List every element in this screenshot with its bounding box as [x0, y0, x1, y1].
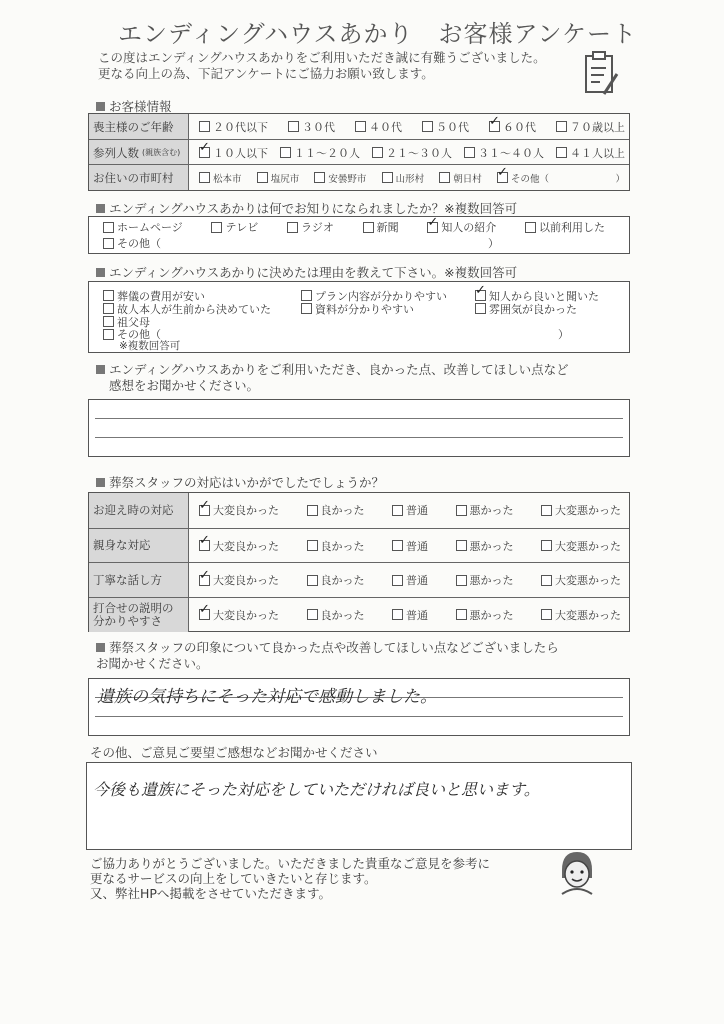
- option-2-0[interactable]: [199, 171, 242, 185]
- checkbox[interactable]: [556, 121, 567, 132]
- row-header-text: [93, 602, 174, 628]
- option-label: 大変良かった: [213, 504, 279, 518]
- option-label: ４１人以上: [570, 146, 625, 160]
- option-label: 山形村: [395, 173, 425, 185]
- option-label: ３１～４０人: [478, 146, 544, 160]
- option-label: プラン内容が分かりやすい: [315, 289, 447, 303]
- checkbox[interactable]: [103, 238, 114, 249]
- option-label: １１～２０人: [294, 146, 360, 160]
- footer-line-1: ご協力ありがとうございました。いただきました貴重なご意見を参考に: [90, 856, 491, 871]
- option-label: 以前利用した: [539, 221, 605, 234]
- checkbox[interactable]: [456, 540, 467, 551]
- close-paren: ）: [558, 328, 569, 341]
- option-2-3[interactable]: [382, 171, 425, 185]
- answer-line: [95, 716, 623, 717]
- staff-impression-heading: 葬祭スタッフの印象について良かった点や改善してほしい点などございましたら お聞かせください。: [96, 640, 559, 671]
- reason-option-wrap: [475, 299, 577, 318]
- reason-option-4[interactable]: [301, 301, 414, 317]
- rating-option-2[interactable]: [392, 502, 428, 518]
- row-header: [89, 165, 189, 190]
- option-2-1[interactable]: [257, 171, 300, 185]
- staff-rating-row: [89, 528, 629, 564]
- checkbox[interactable]: [541, 575, 552, 586]
- how-known-option-1[interactable]: [211, 219, 258, 235]
- option-label: その他（: [117, 237, 161, 250]
- rating-option-3[interactable]: [456, 538, 514, 554]
- footer-text: [90, 856, 490, 901]
- checkbox[interactable]: [392, 575, 403, 586]
- checkbox[interactable]: [314, 172, 325, 183]
- footer-line-3: 又、弊社HPへ掲載をさせていただきます。: [90, 886, 331, 901]
- option-label: 普通: [406, 574, 428, 588]
- option-0-5[interactable]: [556, 119, 625, 135]
- checkbox[interactable]: [307, 575, 318, 586]
- option-1-2[interactable]: [372, 145, 452, 161]
- checkbox[interactable]: [475, 303, 486, 314]
- options: [199, 140, 625, 165]
- option-label: 塩尻市: [270, 173, 300, 185]
- how-known-heading: エンディングハウスあかりは何でお知りになられましたか？※複数回答可: [96, 199, 517, 217]
- customer-info-row: [89, 164, 629, 190]
- checkbox[interactable]: [301, 303, 312, 314]
- row-header-text: [93, 504, 174, 517]
- checkbox[interactable]: [497, 172, 508, 183]
- rating-options: [199, 529, 621, 564]
- rating-option-4[interactable]: [541, 502, 621, 518]
- staff-heading: 葬祭スタッフの対応はいかがでしたでしょうか？: [96, 473, 384, 491]
- checkbox[interactable]: [372, 147, 383, 158]
- reason-option-5[interactable]: [475, 301, 577, 317]
- checkbox[interactable]: [427, 222, 438, 233]
- other-answer: 今後も遺族にそった対応をしていただければ良いと思います。: [93, 780, 540, 799]
- answer-line: [95, 418, 623, 419]
- checkbox[interactable]: [199, 121, 210, 132]
- option-label: 大変悪かった: [555, 539, 621, 553]
- option-label: ３０代: [302, 120, 335, 134]
- checkbox[interactable]: [307, 609, 318, 620]
- option-label: 安曇野市: [328, 173, 367, 185]
- intro-line-2: 更なる向上の為、下記アンケートにご協力お願い致します。: [98, 66, 434, 81]
- option-label: 大変悪かった: [555, 574, 621, 588]
- option-label: 新聞: [376, 221, 399, 234]
- option-label: 良かった: [320, 539, 365, 553]
- checkbox[interactable]: [456, 609, 467, 620]
- customer-info-row: [89, 114, 629, 139]
- option-label: 良かった: [320, 608, 365, 622]
- option-label: 朝日村: [453, 173, 482, 185]
- option-label: 良かった: [320, 504, 365, 518]
- checkbox[interactable]: [392, 505, 403, 516]
- checkbox[interactable]: [307, 505, 318, 516]
- option-label: 知人の紹介: [441, 221, 497, 234]
- clipboard-pencil-icon: [580, 50, 620, 100]
- options: [199, 165, 625, 190]
- checkbox[interactable]: [392, 540, 403, 551]
- option-label: 普通: [406, 608, 428, 622]
- option-label: 雰囲気が良かった: [489, 302, 577, 316]
- option-1-0[interactable]: [199, 145, 268, 161]
- reason-box: [88, 281, 630, 353]
- checkbox[interactable]: [363, 222, 374, 233]
- option-label: 大変悪かった: [555, 504, 621, 518]
- rating-option-1[interactable]: [307, 502, 365, 518]
- option-0-4[interactable]: [489, 119, 536, 135]
- option-label: １０人以下: [213, 146, 268, 160]
- option-label: 祖父母: [117, 315, 150, 329]
- reason-heading: エンディングハウスあかりに決めたは理由を教えて下さい。※複数回答可: [96, 263, 517, 281]
- option-label: 大変良かった: [213, 608, 279, 622]
- row-header: [89, 529, 189, 564]
- option-label: 松本市: [213, 173, 242, 185]
- option-label: その他（: [117, 328, 161, 341]
- option-0-1[interactable]: [288, 119, 335, 135]
- option-label: 悪かった: [469, 539, 514, 553]
- row-header-text: [93, 574, 162, 587]
- row-header: [89, 114, 189, 139]
- row-header-label: 打合せの説明の: [93, 600, 174, 615]
- option-label: 資料が分かりやすい: [315, 302, 414, 316]
- footer-line-2: 更なるサービスの向上をしていきたいと存じます。: [90, 871, 377, 886]
- rating-option-0[interactable]: [199, 538, 279, 554]
- customer-info-row: [89, 139, 629, 165]
- rating-option-1[interactable]: [307, 607, 365, 623]
- how-known-row-2: [103, 236, 499, 250]
- row-header-label: 丁寧な話し方: [93, 572, 162, 587]
- rating-option-0[interactable]: [199, 502, 279, 518]
- checkbox[interactable]: [464, 147, 475, 158]
- checkbox[interactable]: [307, 540, 318, 551]
- option-label: 大変良かった: [213, 574, 279, 588]
- option-label: ２０代以下: [213, 120, 268, 134]
- option-label: 大変悪かった: [555, 608, 621, 622]
- rating-options: [199, 563, 621, 598]
- checkbox[interactable]: [456, 505, 467, 516]
- feedback-answer-box[interactable]: [88, 399, 630, 457]
- row-header: [89, 493, 189, 528]
- rating-option-4[interactable]: [541, 538, 621, 554]
- rating-option-3[interactable]: [456, 502, 514, 518]
- option-2-4[interactable]: [439, 171, 482, 185]
- row-header: [89, 563, 189, 598]
- checkbox[interactable]: [489, 121, 500, 132]
- row-header-label: 喪主様のご年齢: [93, 119, 174, 134]
- how-known-row-1: [103, 220, 605, 234]
- rating-option-1[interactable]: [307, 572, 365, 588]
- rating-option-3[interactable]: [456, 572, 514, 588]
- row-header-label: 親身な対応: [93, 538, 151, 553]
- row-header-label: 参列人数: [93, 145, 139, 160]
- feedback-heading: エンディングハウスあかりをご利用いただき、良かった点、改善してほしい点など 感想をお聞かせください。: [96, 362, 569, 394]
- option-label: 悪かった: [469, 574, 514, 588]
- checkbox[interactable]: [257, 172, 268, 183]
- customer-info-heading: お客様情報: [96, 97, 172, 115]
- checkbox[interactable]: [525, 222, 536, 233]
- checkbox[interactable]: [382, 172, 393, 183]
- option-label: 普通: [406, 504, 428, 518]
- rating-option-4[interactable]: [541, 572, 621, 588]
- option-0-0[interactable]: [199, 119, 268, 135]
- staff-rating-row: [89, 562, 629, 598]
- rating-option-2[interactable]: [392, 538, 428, 554]
- how-known-option-5[interactable]: [525, 219, 605, 235]
- checkbox[interactable]: [422, 121, 433, 132]
- how-known-option-3[interactable]: [363, 219, 399, 235]
- rating-option-4[interactable]: [541, 607, 621, 623]
- option-1-4[interactable]: [556, 145, 625, 161]
- option-label: その他（ ）: [510, 173, 625, 185]
- staff-face-icon: [552, 848, 602, 896]
- rating-option-0[interactable]: [199, 572, 279, 588]
- rating-options: [199, 493, 621, 528]
- row-header-sub: (親族含む): [142, 148, 181, 157]
- row-header-label: お迎え時の対応: [93, 502, 174, 517]
- checkbox[interactable]: [439, 172, 450, 183]
- how-known-option-4[interactable]: [427, 219, 496, 235]
- option-label: 良かった: [320, 574, 365, 588]
- how-known-other[interactable]: [103, 235, 161, 251]
- staff-impression-answer: 遺族の気持ちにそった対応で感動しました。: [97, 687, 437, 707]
- row-header-text: [93, 539, 151, 552]
- option-label: ７０歳以上: [570, 120, 625, 134]
- checkbox[interactable]: [355, 121, 366, 132]
- option-label: ５０代: [436, 120, 469, 134]
- staff-impression-answer-box[interactable]: [88, 678, 630, 736]
- option-label: 故人本人が生前から決めていた: [117, 302, 271, 316]
- row-header-label: お住いの市町村: [93, 170, 174, 185]
- option-2-2[interactable]: [314, 171, 366, 185]
- close-paren: ）: [488, 237, 499, 250]
- checkbox[interactable]: [199, 575, 210, 586]
- checkbox[interactable]: [556, 147, 567, 158]
- answer-line: [95, 437, 623, 438]
- checkbox[interactable]: [199, 540, 210, 551]
- rating-option-1[interactable]: [307, 538, 365, 554]
- how-known-box: [88, 216, 630, 254]
- checkbox[interactable]: [199, 505, 210, 516]
- checkbox[interactable]: [199, 609, 210, 620]
- intro-line-1: この度はエンディングハウスあかりをご利用いただき誠に有難うございました。: [98, 50, 546, 65]
- option-label: 悪かった: [469, 504, 514, 518]
- customer-info-table: [88, 113, 630, 191]
- rating-option-2[interactable]: [392, 572, 428, 588]
- option-1-3[interactable]: [464, 145, 544, 161]
- option-label: ホームページ: [117, 221, 183, 234]
- rating-option-3[interactable]: [456, 607, 514, 623]
- option-0-3[interactable]: [422, 119, 469, 135]
- checkbox[interactable]: [541, 505, 552, 516]
- how-known-option-2[interactable]: [287, 219, 334, 235]
- checkbox[interactable]: [211, 222, 222, 233]
- page-title: エンディングハウスあかり お客様アンケート: [118, 20, 637, 48]
- rating-options: [199, 598, 621, 633]
- checkbox[interactable]: [288, 121, 299, 132]
- checkbox[interactable]: [392, 609, 403, 620]
- checkbox[interactable]: [103, 329, 114, 340]
- option-label: ２１～３０人: [386, 146, 452, 160]
- option-label: 大変良かった: [213, 539, 279, 553]
- row-header-label-2: 分かりやすさ: [93, 613, 162, 628]
- reason-note: ※複数回答可: [119, 340, 181, 352]
- row-header: [89, 598, 189, 633]
- row-header: [89, 140, 189, 165]
- intro-text: [98, 50, 546, 82]
- option-label: 葬儀の費用が安い: [117, 289, 205, 303]
- option-label: 普通: [406, 539, 428, 553]
- staff-rating-row: [89, 597, 629, 633]
- checkbox[interactable]: [103, 222, 114, 233]
- checkbox[interactable]: [287, 222, 298, 233]
- checkbox[interactable]: [541, 540, 552, 551]
- option-label: 悪かった: [469, 608, 514, 622]
- option-label: 知人から良いと聞いた: [489, 289, 599, 303]
- checkbox[interactable]: [199, 147, 210, 158]
- how-known-option-0[interactable]: [103, 219, 183, 235]
- reason-option-wrap: [301, 299, 414, 318]
- option-0-2[interactable]: [355, 119, 402, 135]
- options: [199, 114, 625, 139]
- staff-rating-table: [88, 492, 630, 632]
- option-label: ６０代: [503, 120, 536, 134]
- checkbox[interactable]: [541, 609, 552, 620]
- option-2-5[interactable]: [497, 171, 625, 185]
- rating-option-2[interactable]: [392, 607, 428, 623]
- other-heading: その他、ご意見ご要望ご感想などお聞かせください: [90, 745, 378, 760]
- checkbox[interactable]: [199, 172, 210, 183]
- option-1-1[interactable]: [280, 145, 360, 161]
- checkbox[interactable]: [456, 575, 467, 586]
- staff-rating-row: [89, 493, 629, 528]
- option-label: ４０代: [369, 120, 402, 134]
- rating-option-0[interactable]: [199, 607, 279, 623]
- checkbox[interactable]: [280, 147, 291, 158]
- option-label: ラジオ: [300, 221, 334, 234]
- option-label: テレビ: [225, 221, 259, 234]
- other-answer-box[interactable]: [86, 762, 632, 850]
